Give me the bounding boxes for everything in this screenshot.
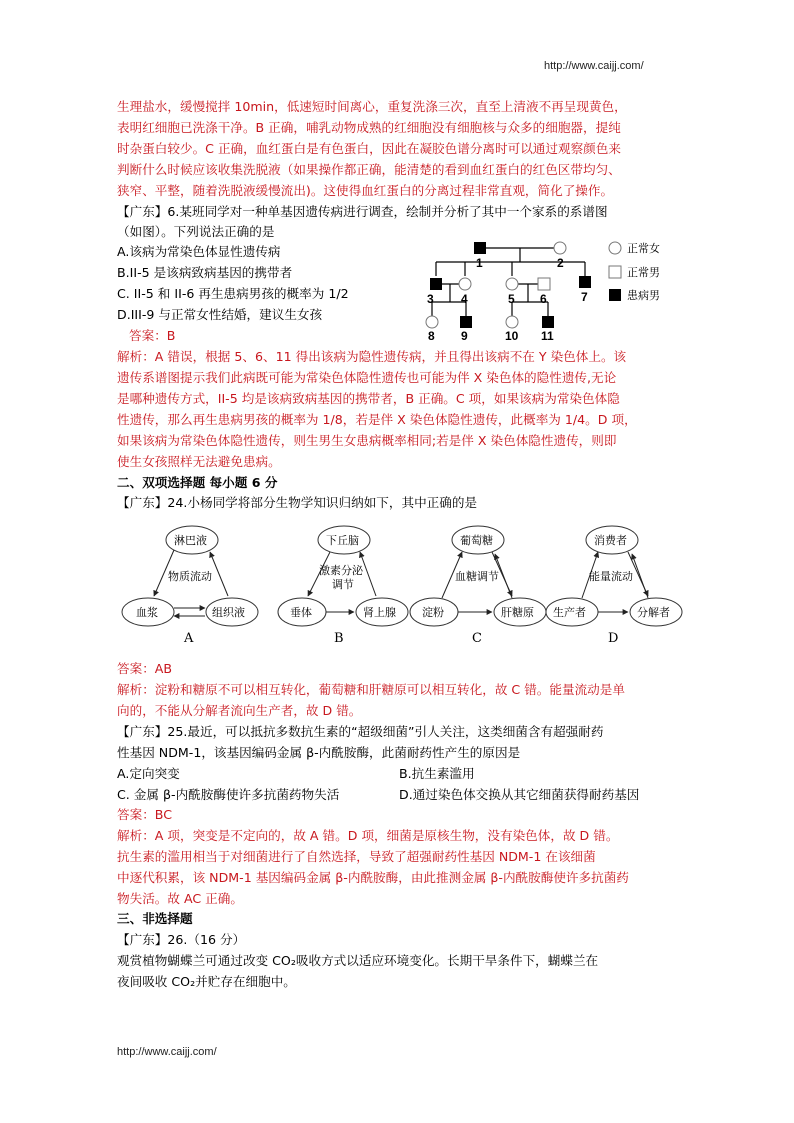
diagram-c-letter: C (472, 631, 482, 646)
diagram-d-letter: D (608, 631, 619, 646)
q6-option-c: C. II-5 和 II-6 再生患病男孩的概率为 1/2 (117, 286, 349, 301)
pedigree-number: 9 (461, 329, 468, 340)
diagram-c-top: 葡萄糖 (460, 534, 493, 547)
intro-line: 表明红细胞已洗涤干净。B 正确，哺乳动物成熟的红细胞没有细胞核与众多的细胞器，提纯 (117, 120, 621, 135)
q24-analysis: 解析：淀粉和糖原不可以相互转化，葡萄糖和肝糖原可以相互转化，故 C 错。能量流动是单 (117, 682, 625, 697)
diagram-b-letter: B (334, 631, 344, 646)
intro-line: 生理盐水，缓慢搅拌 10min，低速短时间离心，重复洗涤三次，直至上清液不再呈现黄色， (117, 99, 627, 114)
pedigree-number: 4 (461, 292, 468, 306)
section-title: 二、双项选择题 每小题 6 分 (117, 475, 278, 490)
legend-normal-male-symbol (609, 266, 621, 278)
q6-analysis: 遗传系谱图提示我们此病既可能为常染色体隐性遗传也可能为伴 X 染色体的隐性遗传,无论 (117, 370, 617, 385)
q26-stem: 【广东】26.（16 分） (117, 932, 246, 947)
pedigree-iii11-affected-male (542, 316, 554, 328)
pedigree-iii8-normal-female (426, 316, 438, 328)
pedigree-number: 11 (541, 329, 554, 340)
q24-diagrams (112, 522, 712, 647)
pedigree-number: 5 (508, 292, 515, 306)
pedigree-i1-affected-male (474, 242, 486, 254)
intro-line: 时杂蛋白较少。C 正确，血红蛋白是有色蛋白，因此在凝胶色谱分离时可以通过观察颜色来 (117, 141, 621, 156)
pedigree-number: 10 (505, 329, 519, 340)
diagram-a (122, 526, 258, 646)
pedigree-number: 7 (581, 290, 588, 304)
diagram-c-right: 肝糖原 (501, 606, 534, 619)
header-url: http://www.caijj.com/ (544, 60, 644, 72)
q25-answer: 答案：BC (117, 807, 172, 822)
q6-analysis: 解析：A 错误，根据 5、6、11 得出该病为隐性遗传病，并且得出该病不在 Y 染色体上。该 (117, 349, 627, 364)
pedigree-number: 2 (557, 256, 564, 270)
pedigree-chart (420, 240, 670, 340)
pedigree-ii7-affected-male (579, 276, 591, 288)
intro-line: 判断什么时候应该收集洗脱液（如果操作都正确，能清楚的看到血红蛋白的红色区带均匀、 (117, 162, 621, 177)
q6-analysis: 性遗传，那么再生患病男孩的概率为 1/8，若是伴 X 染色体隐性遗传，此概率为 1/4。D 项， (117, 412, 637, 427)
legend-label: 患病男 (627, 289, 660, 302)
pedigree-iii9-affected-male (460, 316, 472, 328)
q24-stem: 【广东】24.小杨同学将部分生物学知识归纳如下，其中正确的是 (117, 495, 478, 510)
pedigree-number: 8 (428, 329, 435, 340)
q25-analysis: 抗生素的滥用相当于对细菌进行了自然选择，导致了超强耐药性基因 NDM-1 在该细菌 (117, 849, 596, 864)
diagram-b-center: 激素分泌 (319, 564, 363, 577)
diagram-b (278, 526, 408, 646)
q25-option-c: C. 金属 β-内酰胺酶使许多抗菌药物失活 (117, 787, 340, 802)
q6-answer: 答案：B (129, 328, 176, 343)
diagram-b-top: 下丘脑 (326, 534, 359, 547)
q6-analysis: 是哪种遗传方式，II-5 均是该病致病基因的携带者，B 正确。C 项，如果该病为常染色体隐 (117, 391, 620, 406)
q24-analysis: 向的，不能从分解者流向生产者，故 D 错。 (117, 703, 362, 718)
q6-stem: 【广东】6.某班同学对一种单基因遗传病进行调查，绘制并分析了其中一个家系的系谱图 (117, 204, 608, 219)
diagram-a-letter: A (184, 631, 194, 646)
pedigree-ii4-normal-female (459, 278, 471, 290)
diagram-c-left: 淀粉 (422, 606, 444, 619)
pedigree-iii10-normal-female (506, 316, 518, 328)
q25-stem: 【广东】25.最近，可以抵抗多数抗生素的“超级细菌”引人关注，这类细菌含有超强耐药 (117, 724, 604, 739)
q6-option-b: B.II-5 是该病致病基因的携带者 (117, 265, 293, 280)
q26-text: 夜间吸收 CO₂并贮存在细胞中。 (117, 974, 296, 989)
legend-affected-male-symbol (609, 289, 621, 301)
q25-analysis: 中逐代积累，该 NDM-1 基因编码金属 β-内酰胺酶，由此推测金属 β-内酰胺酶使许多抗菌药 (117, 870, 629, 885)
diagram-d-left: 生产者 (553, 606, 586, 619)
diagram-a-right: 组织液 (212, 606, 245, 619)
q25-option-a: A.定向突变 (117, 766, 180, 781)
diagram-c-center: 血糖调节 (455, 570, 499, 583)
diagram-d-top: 消费者 (594, 534, 627, 547)
diagram-b-right: 肾上腺 (363, 606, 396, 619)
diagram-d (546, 526, 682, 646)
q24-answer: 答案：AB (117, 661, 173, 676)
pedigree-number: 3 (427, 292, 434, 306)
diagram-c (410, 526, 546, 646)
pedigree-number: 1 (476, 256, 483, 270)
diagram-d-center: 能量流动 (589, 570, 633, 583)
q6-option-a: A.该病为常染色体显性遗传病 (117, 244, 281, 259)
legend-label: 正常男 (627, 266, 660, 279)
q6-analysis: 如果该病为常染色体隐性遗传，则生男生女患病概率相同;若是伴 X 染色体隐性遗传，则即 (117, 433, 617, 448)
legend-label: 正常女 (627, 242, 660, 255)
pedigree-number: 6 (540, 292, 547, 306)
q25-analysis: 解析：A 项，突变是不定向的，故 A 错。D 项，细菌是原核生物，没有染色体，故 D 错。 (117, 828, 619, 843)
pedigree-ii5-normal-female (506, 278, 518, 290)
q25-stem: 性基因 NDM-1，该基因编码金属 β-内酰胺酶，此菌耐药性产生的原因是 (117, 745, 521, 760)
section-title: 三、非选择题 (117, 911, 193, 926)
pedigree-i2-normal-female (554, 242, 566, 254)
pedigree-ii6-normal-male (538, 278, 550, 290)
diagram-b-left: 垂体 (290, 606, 312, 619)
footer-url: http://www.caijj.com/ (117, 1046, 217, 1058)
q6-option-d: D.III-9 与正常女性结婚，建议生女孩 (117, 307, 323, 322)
intro-line: 狭窄、平整，随着洗脱液缓慢流出)。这使得血红蛋白的分离过程非常直观，简化了操作。 (117, 183, 614, 198)
q25-option-d: D.通过染色体交换从其它细菌获得耐药基因 (399, 787, 640, 802)
diagram-a-top: 淋巴液 (174, 534, 207, 547)
diagram-a-center: 物质流动 (168, 570, 212, 583)
q6-stem: （如图）。下列说法正确的是 (117, 224, 275, 239)
q25-option-b: B.抗生素滥用 (399, 766, 475, 781)
q25-analysis: 物失活。故 AC 正确。 (117, 891, 243, 906)
diagram-b-center2: 调节 (332, 578, 354, 591)
legend-female-symbol (609, 242, 621, 254)
q26-text: 观赏植物蝴蝶兰可通过改变 CO₂吸收方式以适应环境变化。长期干旱条件下，蝴蝶兰在 (117, 953, 599, 968)
q6-analysis: 使生女孩照样无法避免患病。 (117, 454, 281, 469)
diagram-a-left: 血浆 (136, 606, 158, 619)
pedigree-ii3-affected-male (430, 278, 442, 290)
diagram-d-right: 分解者 (637, 606, 670, 619)
